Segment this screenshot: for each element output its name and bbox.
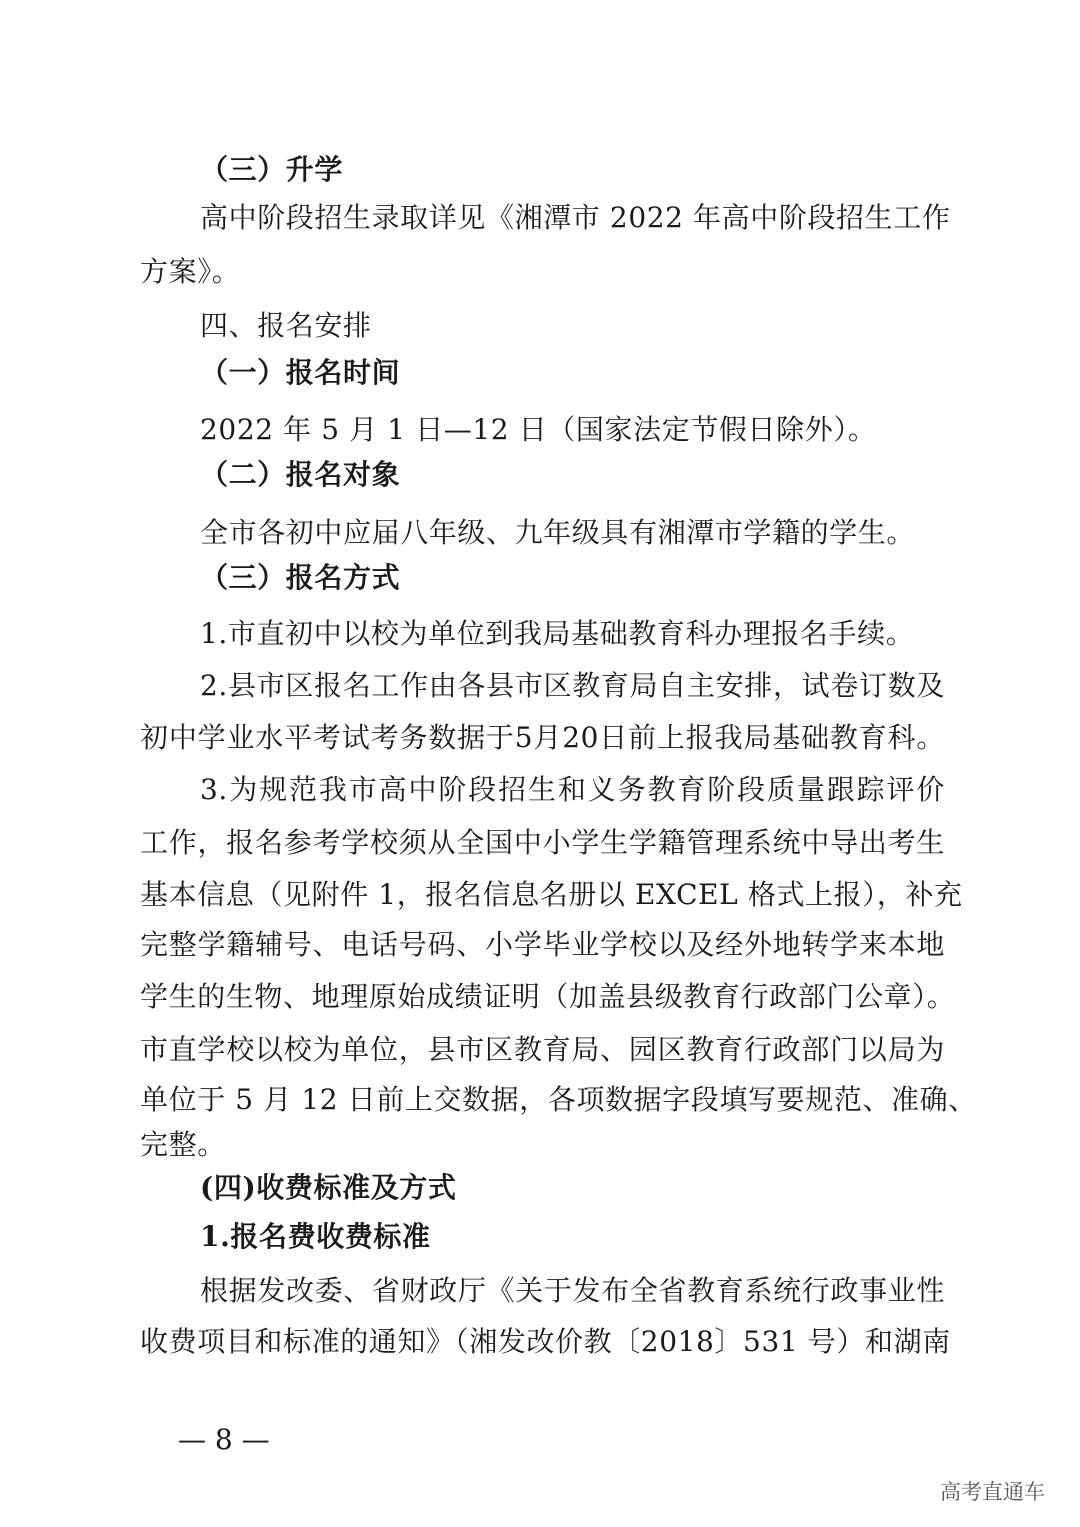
paragraph-line: 根据发改委、省财政厅《关于发布全省教育系统行政事业性	[200, 1274, 945, 1307]
paragraph-line: 1.市直初中以校为单位到我局基础教育科办理报名手续。	[200, 617, 915, 650]
paragraph-line: 全市各初中应届八年级、九年级具有湘潭市学籍的学生。	[200, 516, 916, 549]
paragraph-line: 完整学籍辅号、电话号码、小学毕业学校以及经外地转学来本地	[140, 928, 945, 961]
paragraph-line: 2.县市区报名工作由各县市区教育局自主安排，试卷订数及	[200, 669, 945, 702]
page-number: — 8 —	[178, 1423, 270, 1456]
paragraph-line: 市直学校以校为单位，县市区教育局、园区教育行政部门以局为	[140, 1033, 945, 1066]
paragraph-line: 完整。	[140, 1128, 226, 1161]
paragraph-line: 高中阶段招生录取详见《湘潭市 2022 年高中阶段招生工作	[200, 201, 951, 234]
watermark: 高考直通车	[940, 1480, 1045, 1504]
subheading-registration-fee: 1.报名费收费标准	[200, 1220, 431, 1253]
heading-fee-standard: (四)收费标准及方式	[200, 1171, 457, 1204]
paragraph-line: 方案》。	[140, 255, 241, 288]
paragraph-line: 学生的生物、地理原始成绩证明（加盖县级教育行政部门公章）。	[140, 980, 956, 1013]
paragraph-line: 单位于 5 月 12 日前上交数据，各项数据字段填写要规范、准确、	[140, 1083, 977, 1116]
paragraph-line: 2022 年 5 月 1 日—12 日（国家法定节假日除外）。	[200, 413, 877, 446]
paragraph-line: 收费项目和标准的通知》（湘发改价教〔2018〕531 号）和湖南	[140, 1325, 951, 1358]
section-heading-registration: 四、报名安排	[200, 309, 372, 342]
paragraph-line: 初中学业水平考试考务数据于5月20日前上报我局基础教育科。	[140, 721, 945, 754]
heading-registration-time: （一）报名时间	[200, 356, 401, 389]
paragraph-line: 工作，报名参考学校须从全国中小学生学籍管理系统中导出考生	[140, 826, 945, 859]
heading-registration-target: （二）报名对象	[200, 458, 401, 491]
heading-upgrade: （三）升学	[200, 153, 344, 186]
paragraph-line: 基本信息（见附件 1，报名信息名册以 EXCEL 格式上报），补充	[140, 878, 963, 911]
paragraph-line: 3.为规范我市高中阶段招生和义务教育阶段质量跟踪评价	[200, 773, 945, 806]
heading-registration-method: （三）报名方式	[200, 561, 401, 594]
